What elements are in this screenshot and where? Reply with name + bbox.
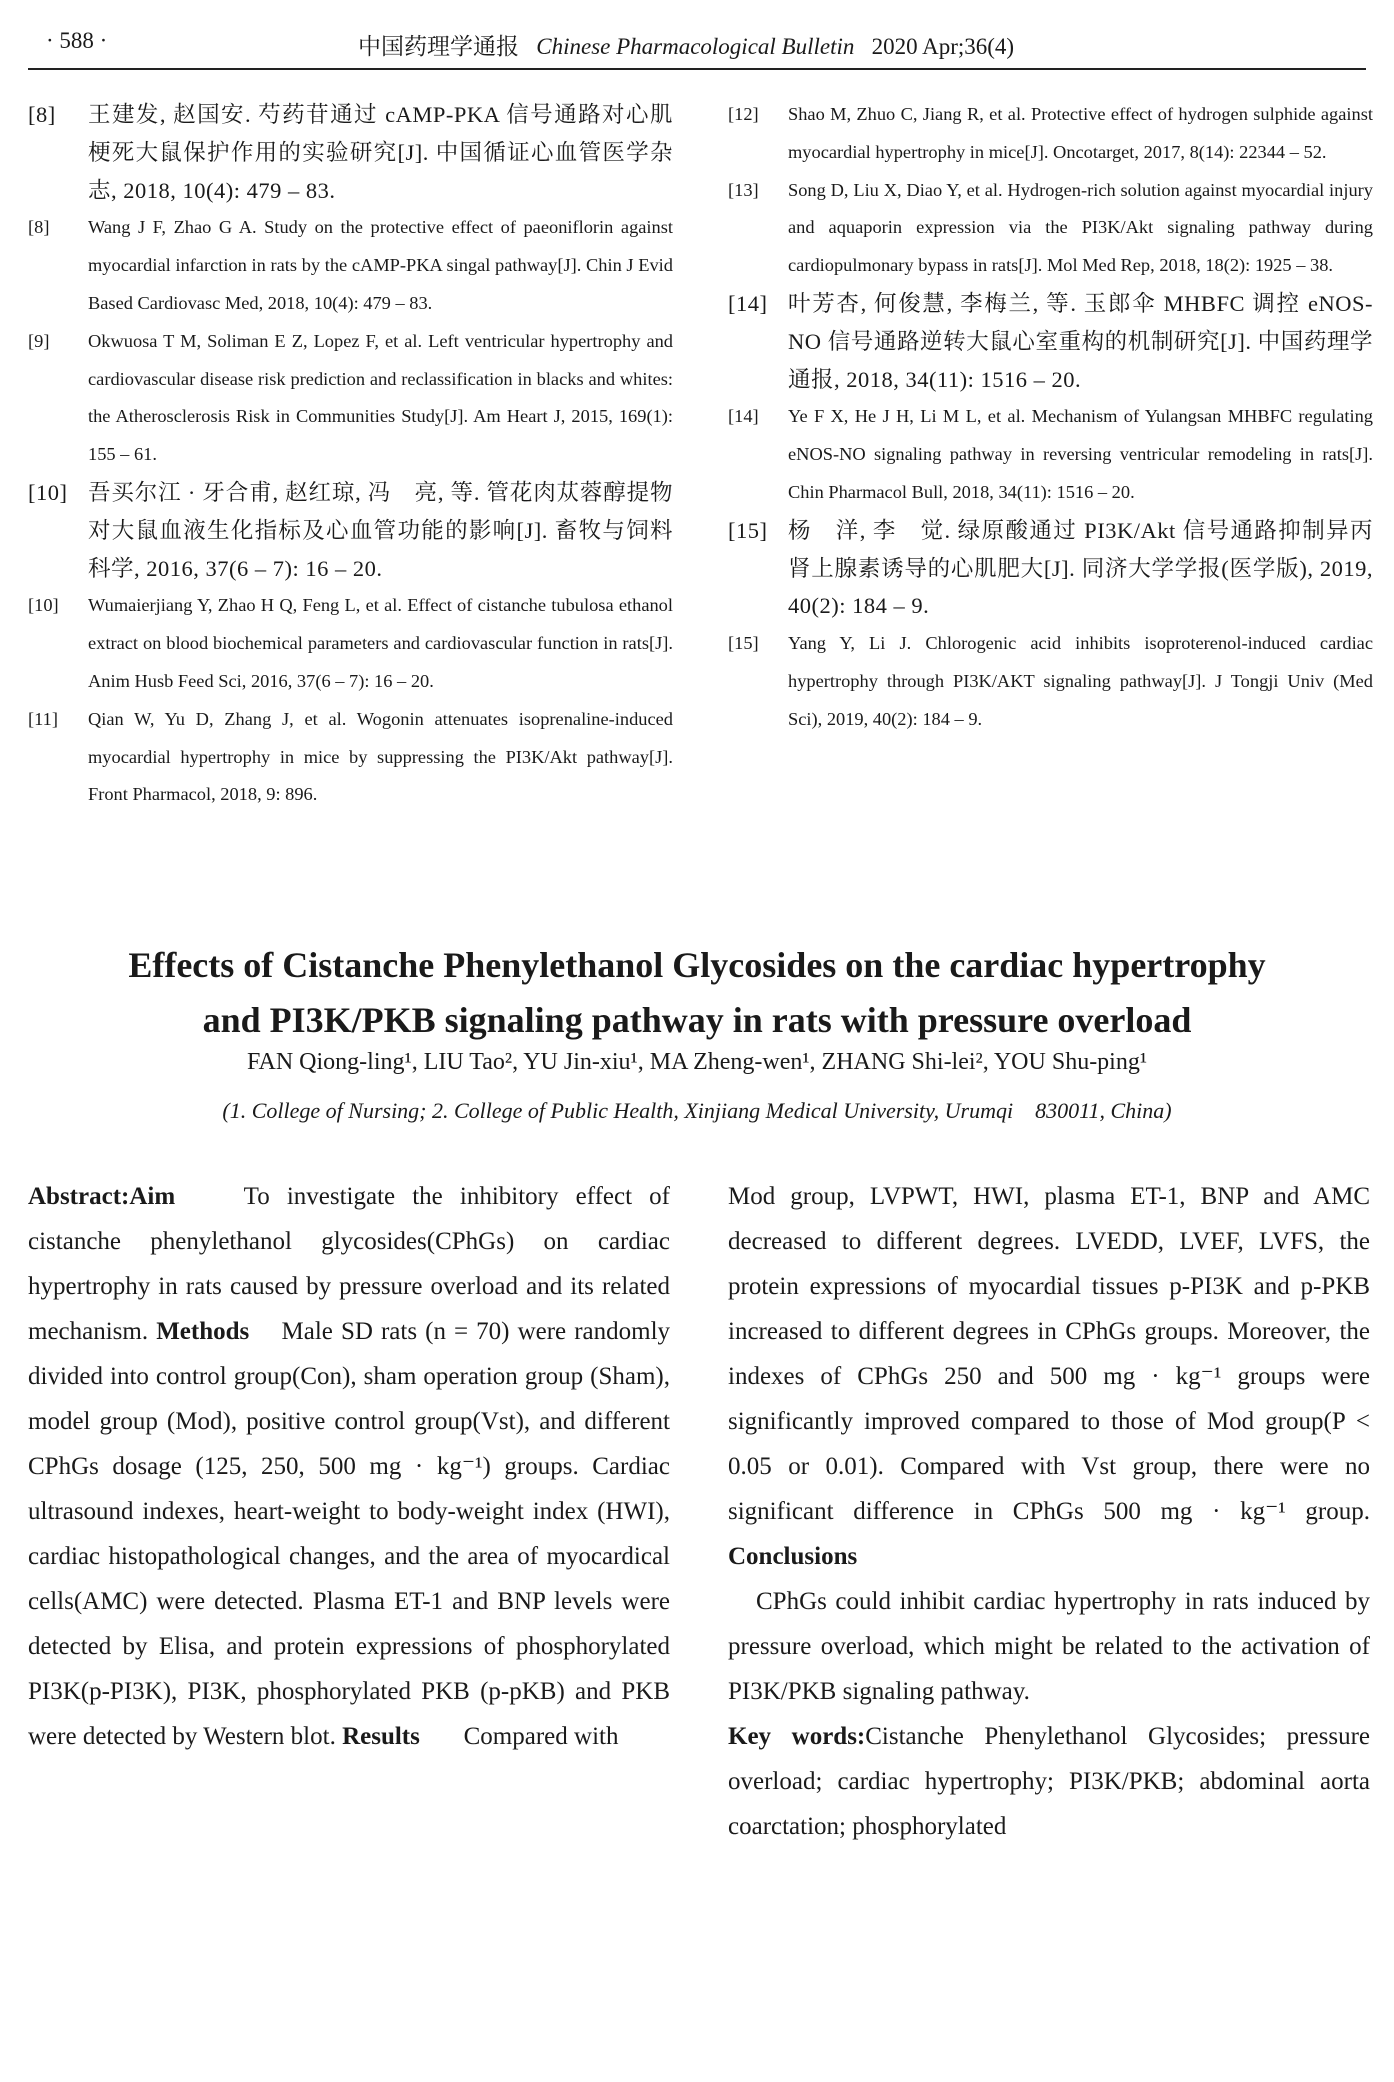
reference-text: 杨 洋, 李 觉. 绿原酸通过 PI3K/Akt 信号通路抑制异丙肾上腺素诱导的心肌肥大[J]. 同济大学学报(医学版), 2019, 40(2): 184 – 9.: [788, 517, 1373, 619]
reference-text: Wang J F, Zhao G A. Study on the protective effect of paeoniflorin against myocardial infarction in rats by the cAMP-PKA singal pathway[J]. Chin J Evid Based Cardiovasc Med, 2018, 10(4): 479 – 83.: [88, 217, 673, 313]
keywords-label: Key words:: [728, 1723, 866, 1750]
reference-number: [14]: [728, 406, 759, 427]
reference-item: [28, 474, 673, 587]
reference-item: [728, 96, 1373, 172]
reference-list-left: [28, 96, 673, 814]
title-line-2: and PI3K/PKB signaling pathway in rats with pressure overload: [202, 1000, 1192, 1040]
reference-item: [28, 323, 673, 474]
conclusions-text: CPhGs could inhibit cardiac hypertrophy in rats induced by pressure overload, which might be related to the activation of PI3K/PKB signaling pathway.: [728, 1588, 1370, 1705]
reference-item: [28, 587, 673, 700]
reference-text: 叶芳杏, 何俊慧, 李梅兰, 等. 玉郎伞 MHBFC 调控 eNOS-NO 信号通路逆转大鼠心室重构的机制研究[J]. 中国药理学通报, 2018, 34(11): 1516 – 20.: [788, 290, 1373, 392]
affiliation-text: (1. College of Nursing; 2. College of Public Health, Xinjiang Medical University, Urumqi 830011, China): [222, 1098, 1172, 1123]
keywords-text: Cistanche Phenylethanol Glycosides; pressure overload; cardiac hypertrophy; PI3K/PKB; abdominal aorta coarctation; phosphorylated: [728, 1723, 1370, 1840]
abstract-label: Abstract:: [28, 1183, 130, 1210]
methods-text: Male SD rats (n = 70) were randomly divided into control group(Con), sham operation group (Sham), model group (Mod), positive control group(Vst), and different CPhGs dosage (125, 250, 500 mg · kg⁻¹) groups. Cardiac ultrasound indexes, heart-weight to body-weight index (HWI), cardiac histopathological changes, and the area of myocardical cells(AMC) were detected. Plasma ET-1 and BNP levels were detected by Elisa, and protein expressions of phosphorylated PI3K(p-PI3K), PI3K, phosphorylated PKB (p-pKB) and PKB were detected by Western blot.: [28, 1318, 671, 1750]
reference-number: [12]: [728, 104, 759, 124]
abstract-left-column: [28, 1174, 670, 1759]
reference-text: Ye F X, He J H, Li M L, et al. Mechanism of Yulangsan MHBFC regulating eNOS-NO signaling pathway in reversing ventricular remodeling in rats[J]. Chin Pharmacol Bull, 2018, 34(11): 1516 – 20.: [788, 406, 1373, 502]
conclusions-label: Conclusions: [728, 1543, 858, 1570]
reference-text: Qian W, Yu D, Zhang J, et al. Wogonin attenuates isoprenaline-induced myocardial hypertrophy in mice by suppressing the PI3K/Akt pathway[J]. Front Pharmacol, 2018, 9: 896.: [88, 708, 673, 805]
reference-number: [15]: [728, 517, 768, 543]
reference-number: [14]: [728, 290, 768, 316]
reference-number: [13]: [728, 179, 759, 200]
journal-name-en: Chinese Pharmacological Bulletin: [536, 34, 855, 59]
aim-label: Aim: [129, 1183, 176, 1210]
reference-text: Shao M, Zhuo C, Jiang R, et al. Protective effect of hydrogen sulphide against myocardial hypertrophy in mice[J]. Oncotarget, 2017, 8(14): 22344 – 52.: [788, 104, 1373, 162]
results-text-right: Mod group, LVPWT, HWI, plasma ET-1, BNP and AMC decreased to different degrees. LVEDD, LVEF, LVFS, the protein expressions of myocardial tissues p-PI3K and p-PKB increased to different degrees in CPhGs groups. Moreover, the indexes of CPhGs 250 and 500 mg · kg⁻¹ groups were significantly improved compared to those of Mod group(P < 0.05 or 0.01). Compared with Vst group, there were no significant difference in CPhGs 500 mg · kg⁻¹ group.: [728, 1183, 1370, 1525]
reference-item: [728, 625, 1373, 738]
reference-number: [15]: [728, 633, 759, 654]
reference-number: [9]: [28, 330, 50, 351]
reference-item: [728, 172, 1373, 285]
reference-number: [10]: [28, 595, 59, 616]
reference-text: Okwuosa T M, Soliman E Z, Lopez F, et al. Left ventricular hypertrophy and cardiovascular disease risk prediction and reclassification in blacks and whites: the Atherosclerosis Risk in Communities Study[J]. Am Heart J, 2015, 169(1): 155 – 61.: [88, 330, 673, 465]
reference-text: 王建发, 赵国安. 芍药苷通过 cAMP-PKA 信号通路对心肌梗死大鼠保护作用的实验研究[J]. 中国循证心血管医学杂志, 2018, 10(4): 479 – 83.: [88, 102, 673, 203]
journal-issue: 2020 Apr;36(4): [871, 34, 1015, 59]
reference-number: [10]: [28, 479, 68, 505]
methods-label: Methods: [156, 1318, 250, 1345]
reference-item: [28, 209, 673, 322]
reference-number: [8]: [28, 102, 56, 127]
reference-item: [728, 512, 1373, 625]
journal-name-cn: 中国药理学通报: [358, 34, 519, 59]
reference-text: Song D, Liu X, Diao Y, et al. Hydrogen-rich solution against myocardial injury and aquaporin expression via the PI3K/Akt signaling pathway during cardiopulmonary bypass in rats[J]. Mol Med Rep, 2018, 18(2): 1925 – 38.: [788, 179, 1373, 276]
results-label: Results: [342, 1723, 420, 1750]
header-rule: [28, 68, 1366, 70]
affiliations: [30, 1094, 1364, 1125]
reference-item: [728, 398, 1373, 511]
reference-item: [728, 285, 1373, 398]
page-number: · 588 ·: [46, 28, 108, 53]
results-text-left: Compared with: [463, 1723, 619, 1750]
reference-item: [28, 96, 673, 209]
reference-number: [8]: [28, 217, 50, 238]
abstract-right-column: [728, 1174, 1370, 1849]
reference-text: 吾买尔江 · 牙合甫, 赵红琼, 冯 亮, 等. 管花肉苁蓉醇提物对大鼠血液生化指标及心血管功能的影响[J]. 畜牧与饲料科学, 2016, 37(6 – 7): 16 – 20.: [88, 479, 673, 581]
article-title: [30, 938, 1364, 1048]
title-line-1: Effects of Cistanche Phenylethanol Glycosides on the cardiac hypertrophy: [128, 945, 1266, 985]
keywords-line: [728, 1714, 1370, 1849]
reference-text: Yang Y, Li J. Chlorogenic acid inhibits isoproterenol-induced cardiac hypertrophy through PI3K/AKT signaling pathway[J]. J Tongji Univ (Med Sci), 2019, 40(2): 184 – 9.: [788, 633, 1373, 729]
running-header: [28, 26, 1366, 70]
reference-item: [28, 701, 673, 814]
reference-text: Wumaierjiang Y, Zhao H Q, Feng L, et al. Effect of cistanche tubulosa ethanol extract on blood biochemical parameters and cardiovascular function in rats[J]. Anim Husb Feed Sci, 2016, 37(6 – 7): 16 – 20.: [88, 595, 673, 691]
aim-text: To investigate the inhibitory effect of cistanche phenylethanol glycosides(CPhGs) on cardiac hypertrophy in rats caused by pressure overload and its related mechanism.: [28, 1183, 670, 1345]
journal-info: [358, 28, 1014, 61]
reference-list-right: [728, 96, 1373, 739]
reference-number: [11]: [28, 708, 58, 729]
author-list: FAN Qiong-ling¹, LIU Tao², YU Jin-xiu¹, MA Zheng-wen¹, ZHANG Shi-lei², YOU Shu-ping¹: [246, 1049, 1148, 1075]
